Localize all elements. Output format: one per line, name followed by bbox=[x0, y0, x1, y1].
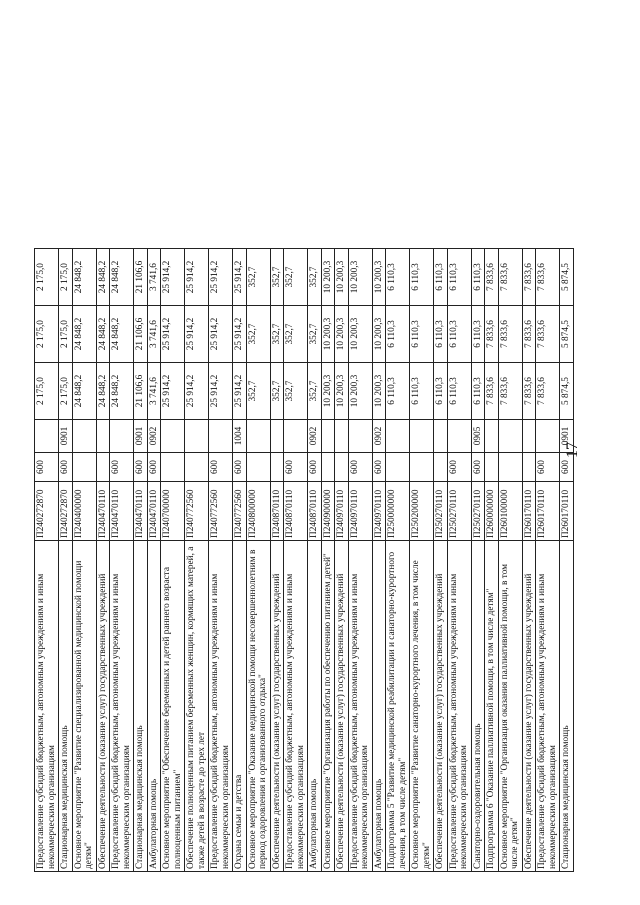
table-row bbox=[233, 249, 247, 872]
cell-v2: 7 833,6 bbox=[522, 306, 536, 363]
cell-code: П260000000 bbox=[485, 482, 499, 541]
cell-v1: 25 914,2 bbox=[209, 363, 233, 420]
cell-name: Обеспечение деятельности (оказание услуг) государственных учреждений bbox=[434, 541, 448, 872]
cell-v2: 25 914,2 bbox=[209, 306, 233, 363]
cell-v1: 25 914,2 bbox=[161, 363, 185, 420]
cell-v2: 2 175,0 bbox=[35, 306, 59, 363]
cell-v2: 7 833,6 bbox=[498, 306, 522, 363]
cell-section bbox=[348, 420, 372, 453]
cell-group bbox=[434, 453, 448, 482]
cell-v1: 24 848,2 bbox=[72, 363, 96, 420]
cell-group bbox=[72, 453, 96, 482]
cell-group: 600 bbox=[35, 453, 59, 482]
cell-section bbox=[536, 420, 560, 453]
cell-group: 600 bbox=[560, 453, 574, 482]
cell-v1: 24 848,2 bbox=[96, 363, 110, 420]
cell-name: Санаторно-оздоровительная помощь bbox=[471, 541, 485, 872]
cell-name: Основное мероприятие "Развитие санаторно-курортного лечения, в том числе детям" bbox=[410, 541, 434, 872]
cell-section bbox=[485, 420, 499, 453]
cell-v1: 2 175,0 bbox=[35, 363, 59, 420]
cell-v3: 10 200,3 bbox=[335, 249, 349, 306]
cell-v3: 352,7 bbox=[270, 249, 284, 306]
cell-name: Основное мероприятие "Обеспечение беременных и детей раннего возраста полноценным питанием" bbox=[161, 541, 185, 872]
cell-v1: 6 110,3 bbox=[434, 363, 448, 420]
table-row bbox=[147, 249, 161, 872]
cell-name: Обеспечение полноценным питанием беременных женщин, кормящих матерей, а также детей в возрасте до трех лет bbox=[185, 541, 209, 872]
cell-code: П250270110 bbox=[447, 482, 471, 541]
cell-v1: 352,7 bbox=[270, 363, 284, 420]
cell-code: П260170110 bbox=[536, 482, 560, 541]
cell-section bbox=[161, 420, 185, 453]
cell-v3: 24 848,2 bbox=[110, 249, 134, 306]
cell-group: 600 bbox=[348, 453, 372, 482]
cell-group bbox=[270, 453, 284, 482]
cell-v2: 2 175,0 bbox=[59, 306, 73, 363]
cell-name: Обеспечение деятельности (оказание услуг) государственных учреждений bbox=[335, 541, 349, 872]
cell-v1: 24 848,2 bbox=[110, 363, 134, 420]
cell-code: П240272870 bbox=[35, 482, 59, 541]
table-row bbox=[35, 249, 59, 872]
cell-code: П260170110 bbox=[522, 482, 536, 541]
cell-code: П240772560 bbox=[233, 482, 247, 541]
cell-group: 600 bbox=[536, 453, 560, 482]
cell-v3: 352,7 bbox=[308, 249, 322, 306]
cell-code: П250270110 bbox=[471, 482, 485, 541]
cell-v1: 6 110,3 bbox=[386, 363, 410, 420]
cell-section bbox=[270, 420, 284, 453]
table-row bbox=[246, 249, 270, 872]
table-row bbox=[410, 249, 434, 872]
cell-section: 0901 bbox=[560, 420, 574, 453]
cell-code: П260170110 bbox=[560, 482, 574, 541]
cell-v3: 352,7 bbox=[284, 249, 308, 306]
cell-name: Обеспечение деятельности (оказание услуг) государственных учреждений bbox=[522, 541, 536, 872]
cell-name: Основное мероприятие "Организация работы по обеспечению питанием детей" bbox=[321, 541, 335, 872]
table-row bbox=[185, 249, 209, 872]
cell-name: Предоставление субсидий бюджетным, автономным учреждениям и иным некоммерческим организациям bbox=[110, 541, 134, 872]
cell-code: П240700000 bbox=[161, 482, 185, 541]
cell-section: 0902 bbox=[372, 420, 386, 453]
cell-group bbox=[246, 453, 270, 482]
cell-group: 600 bbox=[110, 453, 134, 482]
cell-name: Подпрограмма 5 "Развитие медицинской реабилитации и санаторно-курортного лечения, в том числе детям" bbox=[386, 541, 410, 872]
cell-code: П240470110 bbox=[96, 482, 110, 541]
cell-group bbox=[386, 453, 410, 482]
cell-v1: 352,7 bbox=[308, 363, 322, 420]
cell-v3: 10 200,3 bbox=[348, 249, 372, 306]
cell-v3: 25 914,2 bbox=[161, 249, 185, 306]
page-number: 17 bbox=[564, 442, 581, 458]
cell-group bbox=[410, 453, 434, 482]
cell-v2: 6 110,3 bbox=[434, 306, 448, 363]
cell-group bbox=[185, 453, 209, 482]
cell-v1: 10 200,3 bbox=[335, 363, 349, 420]
cell-section: 0902 bbox=[147, 420, 161, 453]
cell-section bbox=[498, 420, 522, 453]
cell-v2: 6 110,3 bbox=[447, 306, 471, 363]
cell-section bbox=[447, 420, 471, 453]
cell-section bbox=[246, 420, 270, 453]
cell-section bbox=[522, 420, 536, 453]
cell-code: П240970110 bbox=[335, 482, 349, 541]
cell-group bbox=[485, 453, 499, 482]
cell-v3: 25 914,2 bbox=[185, 249, 209, 306]
cell-code: П250270110 bbox=[434, 482, 448, 541]
cell-code: П240400000 bbox=[72, 482, 96, 541]
cell-v3: 7 833,6 bbox=[485, 249, 499, 306]
cell-v3: 24 848,2 bbox=[72, 249, 96, 306]
cell-code: П240470110 bbox=[147, 482, 161, 541]
cell-name: Предоставление субсидий бюджетным, автономным учреждениям и иным некоммерческим организациям bbox=[348, 541, 372, 872]
cell-code: П240870110 bbox=[308, 482, 322, 541]
cell-code: П240470110 bbox=[134, 482, 148, 541]
cell-group: 600 bbox=[134, 453, 148, 482]
cell-name: Обеспечение деятельности (оказание услуг) государственных учреждений bbox=[270, 541, 284, 872]
table-row bbox=[447, 249, 471, 872]
cell-v1: 3 741,6 bbox=[147, 363, 161, 420]
cell-group bbox=[522, 453, 536, 482]
budget-table bbox=[34, 248, 574, 872]
cell-name: Предоставление субсидий бюджетным, автономным учреждениям и иным некоммерческим организациям bbox=[447, 541, 471, 872]
rotated-page bbox=[24, 10, 604, 890]
cell-v3: 10 200,3 bbox=[372, 249, 386, 306]
cell-v2: 352,7 bbox=[246, 306, 270, 363]
table-row bbox=[536, 249, 560, 872]
cell-code: П240800000 bbox=[246, 482, 270, 541]
cell-group bbox=[335, 453, 349, 482]
cell-v2: 6 110,3 bbox=[410, 306, 434, 363]
cell-v2: 3 741,6 bbox=[147, 306, 161, 363]
cell-v3: 25 914,2 bbox=[209, 249, 233, 306]
cell-code: П240272870 bbox=[59, 482, 73, 541]
cell-code: П240870110 bbox=[270, 482, 284, 541]
cell-v1: 7 833,6 bbox=[522, 363, 536, 420]
cell-v1: 10 200,3 bbox=[321, 363, 335, 420]
cell-name: Стационарная медицинская помощь bbox=[134, 541, 148, 872]
table-row bbox=[485, 249, 499, 872]
cell-group bbox=[321, 453, 335, 482]
cell-section bbox=[321, 420, 335, 453]
table-row bbox=[209, 249, 233, 872]
cell-name: Основное мероприятие "Оказание медицинской помощи несовершеннолетним в период оздоровления и организованного отдыха" bbox=[246, 541, 270, 872]
cell-section bbox=[110, 420, 134, 453]
cell-v1: 25 914,2 bbox=[185, 363, 209, 420]
cell-v3: 6 110,3 bbox=[471, 249, 485, 306]
table-row bbox=[284, 249, 308, 872]
cell-v2: 25 914,2 bbox=[161, 306, 185, 363]
cell-v2: 24 848,2 bbox=[96, 306, 110, 363]
cell-v3: 2 175,0 bbox=[35, 249, 59, 306]
cell-v2: 10 200,3 bbox=[372, 306, 386, 363]
cell-v3: 5 874,5 bbox=[560, 249, 574, 306]
cell-v2: 6 110,3 bbox=[386, 306, 410, 363]
cell-name: Предоставление субсидий бюджетным, автономным учреждениям и иным некоммерческим организациям bbox=[209, 541, 233, 872]
cell-v1: 7 833,6 bbox=[498, 363, 522, 420]
cell-v3: 3 741,6 bbox=[147, 249, 161, 306]
cell-v1: 10 200,3 bbox=[372, 363, 386, 420]
cell-v1: 21 106,6 bbox=[134, 363, 148, 420]
cell-group bbox=[498, 453, 522, 482]
cell-v1: 10 200,3 bbox=[348, 363, 372, 420]
cell-section: 1004 bbox=[233, 420, 247, 453]
cell-v3: 21 106,6 bbox=[134, 249, 148, 306]
cell-v3: 6 110,3 bbox=[447, 249, 471, 306]
cell-v2: 6 110,3 bbox=[471, 306, 485, 363]
cell-section bbox=[335, 420, 349, 453]
cell-code: П250000000 bbox=[386, 482, 410, 541]
cell-v3: 352,7 bbox=[246, 249, 270, 306]
cell-v3: 10 200,3 bbox=[321, 249, 335, 306]
cell-code: П250200000 bbox=[410, 482, 434, 541]
cell-section bbox=[410, 420, 434, 453]
cell-v1: 7 833,6 bbox=[536, 363, 560, 420]
cell-v1: 7 833,6 bbox=[485, 363, 499, 420]
cell-section bbox=[284, 420, 308, 453]
cell-v3: 7 833,6 bbox=[536, 249, 560, 306]
cell-v2: 352,7 bbox=[270, 306, 284, 363]
cell-name: Амбулаторная помощь bbox=[147, 541, 161, 872]
cell-group: 600 bbox=[308, 453, 322, 482]
cell-section bbox=[209, 420, 233, 453]
cell-section bbox=[185, 420, 209, 453]
table-row bbox=[96, 249, 110, 872]
cell-group: 600 bbox=[471, 453, 485, 482]
cell-v3: 25 914,2 bbox=[233, 249, 247, 306]
cell-v1: 6 110,3 bbox=[410, 363, 434, 420]
cell-group: 600 bbox=[147, 453, 161, 482]
table-row bbox=[335, 249, 349, 872]
cell-v2: 7 833,6 bbox=[536, 306, 560, 363]
cell-group: 600 bbox=[233, 453, 247, 482]
cell-v3: 6 110,3 bbox=[410, 249, 434, 306]
cell-v2: 352,7 bbox=[308, 306, 322, 363]
cell-v2: 25 914,2 bbox=[233, 306, 247, 363]
cell-section: 0901 bbox=[134, 420, 148, 453]
table-row bbox=[110, 249, 134, 872]
cell-v2: 10 200,3 bbox=[321, 306, 335, 363]
cell-group: 600 bbox=[372, 453, 386, 482]
cell-v2: 24 848,2 bbox=[72, 306, 96, 363]
cell-v3: 2 175,0 bbox=[59, 249, 73, 306]
cell-v3: 7 833,6 bbox=[498, 249, 522, 306]
cell-name: Предоставление субсидий бюджетным, автономным учреждениям и иным некоммерческим организациям bbox=[284, 541, 308, 872]
cell-code: П240970110 bbox=[348, 482, 372, 541]
cell-v2: 352,7 bbox=[284, 306, 308, 363]
cell-v1: 6 110,3 bbox=[447, 363, 471, 420]
cell-v1: 25 914,2 bbox=[233, 363, 247, 420]
table-row bbox=[372, 249, 386, 872]
table-row bbox=[522, 249, 536, 872]
cell-section bbox=[386, 420, 410, 453]
table-row bbox=[308, 249, 322, 872]
cell-name: Основное мероприятие "Развитие специализированной медицинской помощи детям" bbox=[72, 541, 96, 872]
cell-section: 0902 bbox=[308, 420, 322, 453]
cell-v2: 7 833,6 bbox=[485, 306, 499, 363]
cell-name: Обеспечение деятельности (оказание услуг) государственных учреждений bbox=[96, 541, 110, 872]
table-row bbox=[161, 249, 185, 872]
cell-v1: 5 874,5 bbox=[560, 363, 574, 420]
cell-name: Подпрограмма 6 "Оказание паллиативной помощи, в том числе детям" bbox=[485, 541, 499, 872]
cell-name: Основное мероприятие "Организация оказания паллиативной помощи, в том числе детям" bbox=[498, 541, 522, 872]
cell-group: 600 bbox=[209, 453, 233, 482]
table-row bbox=[471, 249, 485, 872]
cell-v1: 6 110,3 bbox=[471, 363, 485, 420]
cell-group: 600 bbox=[59, 453, 73, 482]
cell-name: Амбулаторная помощь bbox=[372, 541, 386, 872]
cell-code: П260100000 bbox=[498, 482, 522, 541]
cell-v3: 7 833,6 bbox=[522, 249, 536, 306]
cell-section bbox=[35, 420, 59, 453]
cell-v2: 21 106,6 bbox=[134, 306, 148, 363]
table-row bbox=[270, 249, 284, 872]
cell-group bbox=[161, 453, 185, 482]
cell-name: Стационарная медицинская помощь bbox=[59, 541, 73, 872]
cell-name: Предоставление субсидий бюджетным, автономным учреждениям и иным некоммерческим организациям bbox=[35, 541, 59, 872]
cell-v3: 6 110,3 bbox=[386, 249, 410, 306]
cell-name: Стационарная медицинская помощь bbox=[560, 541, 574, 872]
cell-section bbox=[96, 420, 110, 453]
cell-v2: 10 200,3 bbox=[348, 306, 372, 363]
table-row bbox=[348, 249, 372, 872]
table-row bbox=[321, 249, 335, 872]
cell-name: Амбулаторная помощь bbox=[308, 541, 322, 872]
cell-v1: 352,7 bbox=[246, 363, 270, 420]
table-row bbox=[386, 249, 410, 872]
table-row bbox=[560, 249, 574, 872]
table-row bbox=[498, 249, 522, 872]
cell-code: П240870110 bbox=[284, 482, 308, 541]
cell-name: Предоставление субсидий бюджетным, автономным учреждениям и иным некоммерческим организациям bbox=[536, 541, 560, 872]
cell-group bbox=[96, 453, 110, 482]
table-row bbox=[72, 249, 96, 872]
cell-v1: 352,7 bbox=[284, 363, 308, 420]
cell-group: 600 bbox=[284, 453, 308, 482]
cell-section: 0905 bbox=[471, 420, 485, 453]
cell-code: П240900000 bbox=[321, 482, 335, 541]
cell-name: Охрана семьи и детства bbox=[233, 541, 247, 872]
table-row bbox=[134, 249, 148, 872]
cell-section: 0901 bbox=[59, 420, 73, 453]
cell-v1: 2 175,0 bbox=[59, 363, 73, 420]
table-row bbox=[59, 249, 73, 872]
cell-v3: 24 848,2 bbox=[96, 249, 110, 306]
cell-section bbox=[72, 420, 96, 453]
cell-v3: 6 110,3 bbox=[434, 249, 448, 306]
cell-v2: 5 874,5 bbox=[560, 306, 574, 363]
cell-v2: 25 914,2 bbox=[185, 306, 209, 363]
table-row bbox=[434, 249, 448, 872]
cell-v2: 24 848,2 bbox=[110, 306, 134, 363]
cell-code: П240772560 bbox=[185, 482, 209, 541]
cell-code: П240772560 bbox=[209, 482, 233, 541]
cell-code: П240970110 bbox=[372, 482, 386, 541]
cell-section bbox=[434, 420, 448, 453]
cell-v2: 10 200,3 bbox=[335, 306, 349, 363]
cell-code: П240470110 bbox=[110, 482, 134, 541]
cell-group: 600 bbox=[447, 453, 471, 482]
